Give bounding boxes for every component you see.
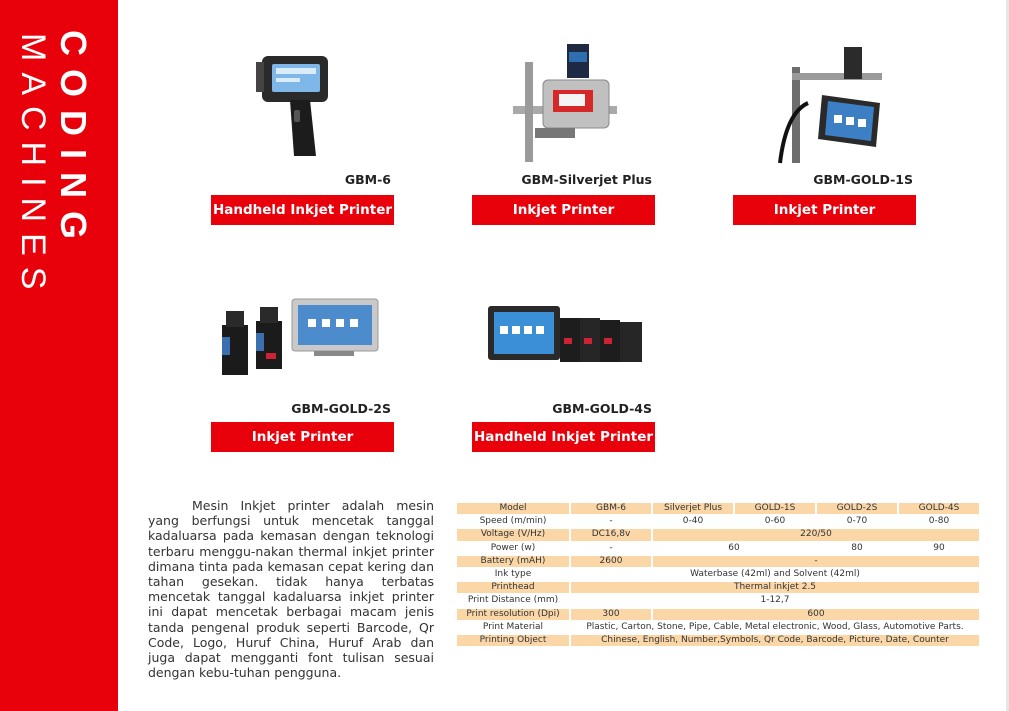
product-model: GBM-GOLD-2S (291, 401, 391, 416)
table-cell: Plastic, Carton, Stone, Pipe, Cable, Metal electronic, Wood, Glass, Automotive Parts. (571, 622, 979, 633)
table-cell: 300 (571, 609, 651, 620)
table-cell: Model (457, 503, 569, 514)
table-cell: 90 (899, 543, 979, 554)
product-tag: Inkjet Printer (211, 422, 394, 452)
table-cell: Thermal inkjet 2.5 (571, 582, 979, 593)
table-cell: GBM-6 (571, 503, 651, 514)
table-cell: - (571, 543, 651, 554)
specification-table (455, 501, 981, 648)
table-cell: Chinese, English, Number,Symbols, Qr Code, Barcode, Picture, Date, Counter (571, 635, 979, 646)
table-cell: 0-40 (653, 516, 733, 527)
table-cell: 80 (817, 543, 897, 554)
table-row (457, 595, 979, 606)
table-cell: 2600 (571, 556, 651, 567)
table-cell: GOLD-2S (817, 503, 897, 514)
table-cell: Printhead (457, 582, 569, 593)
gold-2s-printer-image (218, 297, 380, 379)
table-cell: Power (w) (457, 543, 569, 554)
silverjet-plus-printer-image (509, 42, 621, 164)
table-row (457, 622, 979, 633)
description-paragraph: Mesin Inkjet printer adalah mesin yang berfungsi untuk mencetak tanggal kadaluarsa pada kemasan dengan teknologi terbaru menggu-nakan thermal inkjet printer dimana tinta pada kemasan cepat kering dan tahan gesekan. tidak hanya terbatas mencetak tanggal kadaluarsa inkjet printer ini dapat mencetak berbagai macam jenis tanda pengenal produk seperti Barcode, Qr Code, Logo, Huruf China, Huruf Arab dan juga dapat mengganti font tulisan sesuai dengan kebu-tuhan pengguna. (148, 498, 434, 681)
sidebar-title-coding: CODING (53, 30, 94, 252)
table-cell: 0-80 (899, 516, 979, 527)
product-tag: Inkjet Printer (733, 195, 916, 225)
table-row (457, 529, 979, 540)
product-tag: Inkjet Printer (472, 195, 655, 225)
table-row (457, 609, 979, 620)
table-row (457, 582, 979, 593)
product-model: GBM-Silverjet Plus (521, 172, 652, 187)
table-row (457, 635, 979, 646)
product-model: GBM-GOLD-1S (813, 172, 913, 187)
gold-4s-printer-image (486, 304, 646, 364)
table-cell: Print resolution (Dpi) (457, 609, 569, 620)
table-cell: Printing Object (457, 635, 569, 646)
table-cell: 60 (653, 543, 815, 554)
table-cell: Silverjet Plus (653, 503, 733, 514)
table-row (457, 543, 979, 554)
table-cell: - (571, 516, 651, 527)
table-header-row (457, 503, 979, 514)
table-cell: Print Distance (mm) (457, 595, 569, 606)
product-tag: Handheld Inkjet Printer (472, 422, 655, 452)
table-cell: Battery (mAH) (457, 556, 569, 567)
product-model: GBM-6 (344, 172, 391, 187)
table-cell: 600 (653, 609, 979, 620)
table-cell: GOLD-4S (899, 503, 979, 514)
table-cell: Ink type (457, 569, 569, 580)
table-cell: Speed (m/min) (457, 516, 569, 527)
table-cell: GOLD-1S (735, 503, 815, 514)
table-row (457, 556, 979, 567)
table-row (457, 569, 979, 580)
gbm-6-handheld-printer-image (256, 50, 336, 162)
table-cell: 1-12,7 (571, 595, 979, 606)
table-cell: 220/50 (653, 529, 979, 540)
table-cell: Print Material (457, 622, 569, 633)
table-cell: 0-70 (817, 516, 897, 527)
table-cell: Waterbase (42ml) and Solvent (42ml) (571, 569, 979, 580)
product-tag: Handheld Inkjet Printer (211, 195, 394, 225)
table-cell: Voltage (V/Hz) (457, 529, 569, 540)
gold-1s-printer-image (778, 43, 890, 165)
sidebar-title-machines: MACHINES (14, 33, 52, 301)
table-row (457, 516, 979, 527)
table-cell: 0-60 (735, 516, 815, 527)
table-cell: - (653, 556, 979, 567)
sidebar (0, 0, 118, 711)
product-model: GBM-GOLD-4S (552, 401, 652, 416)
table-cell: DC16,8v (571, 529, 651, 540)
